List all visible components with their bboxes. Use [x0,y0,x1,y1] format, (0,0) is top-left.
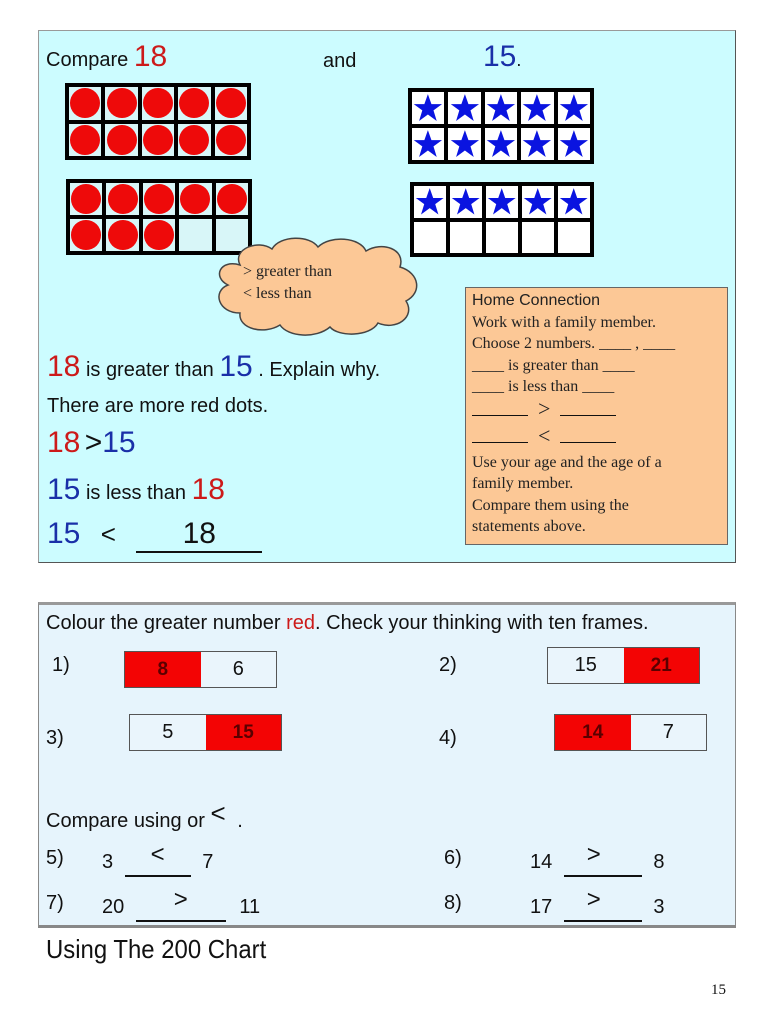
blue-star-icon [487,187,516,216]
explanation-text: There are more red dots. [47,395,269,417]
pair-3-left[interactable]: 5 [130,715,206,750]
ten-frame-cell [216,183,248,215]
ten-frame-cell [215,124,247,157]
ten-frame-cell [486,222,518,254]
red-dot-icon [217,184,247,213]
problem-8: 17 > 3 [530,892,665,922]
blue-star-icon [450,93,480,122]
ten-frame-cell [106,219,138,251]
pair-3-right[interactable]: 15 [206,715,282,750]
number-b: 15 [483,40,517,73]
problem-5: 3 < 7 [102,847,213,877]
ten-frame-cell [70,183,102,215]
ten-frame-cell [558,92,590,124]
red-dot-icon [108,220,138,249]
page-number: 15 [711,982,726,998]
ten-frame-cell [143,183,175,215]
ten-frame-cell [69,87,101,120]
ten-frame-cell [142,124,174,157]
ten-frame-cell [485,92,517,124]
red-dot-icon [144,184,174,213]
problem-6-answer[interactable]: > [564,847,642,877]
blue-star-icon [559,187,588,216]
ten-frame-cell [486,186,518,218]
answer-blank: 18 [136,517,262,553]
inequality-less: 15 < 18 [47,517,262,553]
blue-star-icon [413,129,443,158]
problem-6-label: 6) [444,847,462,869]
red-dot-icon [71,184,101,213]
ten-frame-cell [485,128,517,160]
section-heading: Using The 200 Chart [46,934,267,964]
ten-frame-cell [69,124,101,157]
pair-label-3: 3) [46,727,64,749]
number-pair-3[interactable] [129,714,282,751]
red-dot-icon [107,125,137,155]
inequality-greater: 18 >15 [47,426,136,459]
ten-frame-cell [105,124,137,157]
pair-4-left[interactable]: 14 [555,715,631,750]
ten-frame-cell [178,124,210,157]
number-pair-1[interactable] [124,651,277,688]
blue-star-icon [413,93,443,122]
red-dot-icon [108,184,138,213]
red-dot-icon [70,125,100,155]
red-dot-icon [180,184,210,213]
problem-8-answer[interactable]: > [564,892,642,922]
pair-label-2: 2) [439,654,457,676]
red-dot-icon [107,88,137,118]
cloud-greater-than: > greater than [243,263,332,280]
colour-instruction: Colour the greater number red. Check your thinking with ten frames. [46,612,649,634]
number-pair-4[interactable] [554,714,707,751]
ten-frame-cell [142,87,174,120]
home-connection-box: Home Connection Work with a family member. Choose 2 numbers. ____ , ____ ____ is greater than ____ ____ is less than ____ > < Use your age and the age of a family member. Compare them using the statements above. [465,287,728,545]
red-dot-icon [216,125,246,155]
blue-star-icon [522,93,552,122]
red-dot-icon [179,125,209,155]
ten-frame-cell [521,128,553,160]
ten-frame-cell [448,92,480,124]
ten-frame-cell [178,87,210,120]
ten-frame-cell [558,222,590,254]
ten-frame-blue-stars-partial [410,182,594,257]
number-b-heading: 15. [483,40,522,73]
ten-frame-cell [522,222,554,254]
red-dot-icon [70,88,100,118]
ten-frame-cell [450,222,482,254]
home-connection-title: Home Connection [472,292,601,309]
ten-frame-cell [522,186,554,218]
home-lt-line: < [472,425,721,452]
compare-heading [46,40,167,74]
blue-star-icon [486,129,516,158]
ten-frame-cell [179,219,211,251]
red-dot-icon [143,125,173,155]
ten-frame-cell [106,183,138,215]
pair-2-left[interactable]: 15 [548,648,624,683]
compare-label: Compare [46,49,129,71]
ten-frame-cell [558,186,590,218]
problem-7: 20 > 11 [102,892,260,922]
pair-label-4: 4) [439,727,457,749]
problem-5-answer[interactable]: < [125,847,191,877]
ten-frame-cell [105,87,137,120]
pair-1-right[interactable]: 6 [201,652,277,687]
red-dot-icon [144,220,174,249]
number-a: 18 [133,40,168,73]
blue-star-icon [559,93,589,122]
problem-7-answer[interactable]: > [136,892,226,922]
ten-frame-cell [450,186,482,218]
cloud-text [243,261,332,305]
ten-frame-cell [412,128,444,160]
number-pair-2[interactable] [547,647,700,684]
ten-frame-cell [70,219,102,251]
blue-star-icon [450,129,480,158]
blue-star-icon [559,129,589,158]
blue-star-icon [451,187,480,216]
red-dot-icon [216,88,246,118]
problem-8-label: 8) [444,892,462,914]
ten-frame-cell [143,219,175,251]
and-label: and [323,50,357,72]
ten-frame-cell [448,128,480,160]
blue-star-icon [522,129,552,158]
pair-1-left[interactable]: 8 [125,652,201,687]
cloud-less-than: < less than [243,285,312,302]
red-dot-icon [143,88,173,118]
ten-frame-cell [215,87,247,120]
blue-star-icon [486,93,516,122]
compare-using-instruction: Compare using or < . [46,798,243,832]
ten-frame-cell [414,186,446,218]
ten-frame-cell [558,128,590,160]
ten-frame-cell [521,92,553,124]
blue-star-icon [523,187,552,216]
problem-6: 14 > 8 [530,847,665,877]
statement-greater: 18 is greater than 15 . Explain why. [47,350,381,383]
problem-7-label: 7) [46,892,64,914]
statement-less: 15 is less than 18 [47,473,225,506]
red-dot-icon [179,88,209,118]
pair-2-right[interactable]: 21 [624,648,700,683]
pair-4-right[interactable]: 7 [631,715,707,750]
problem-5-label: 5) [46,847,64,869]
pair-label-1: 1) [52,654,70,676]
ten-frame-blue-stars-full [408,88,594,164]
ten-frame-cell [179,183,211,215]
ten-frame-red-dots-full [65,83,251,160]
ten-frame-cell [412,92,444,124]
red-dot-icon [71,220,101,249]
blue-star-icon [415,187,444,216]
home-gt-line: > [472,398,721,425]
